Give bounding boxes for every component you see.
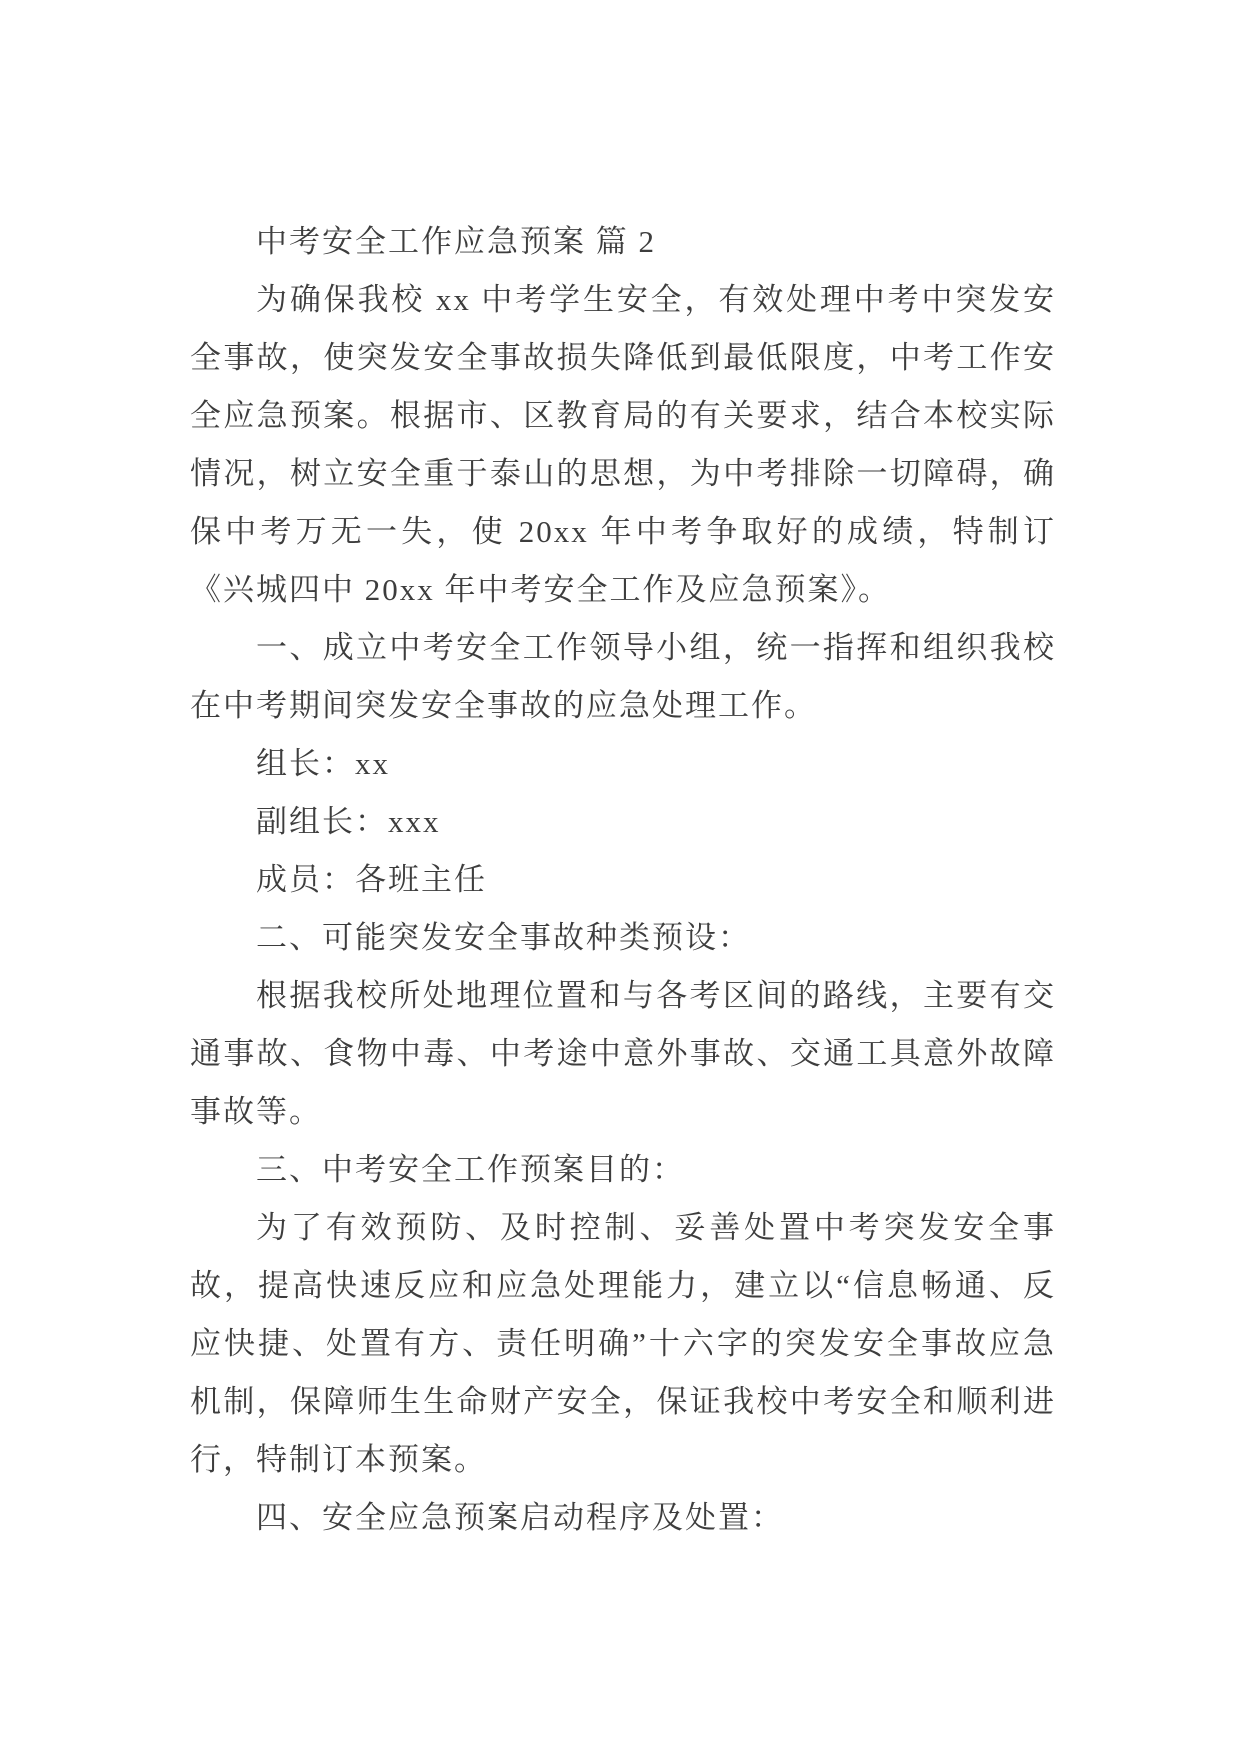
- paragraph-members: 成员：各班主任: [256, 862, 487, 897]
- paragraph-section-1: 一、成立中考安全工作领导小组，统一指挥和组织我校在中考期间突发安全事故的应急处理工作。: [190, 630, 1056, 723]
- paragraph-section-4-heading: 四、安全应急预案启动程序及处置：: [256, 1500, 784, 1535]
- paragraph-group-leader: 组长：xx: [256, 746, 390, 781]
- document-title: 中考安全工作应急预案 篇 2: [256, 224, 656, 259]
- paragraph-section-2-body: 根据我校所处地理位置和与各考区间的路线，主要有交通事故、食物中毒、中考途中意外事故、交通工具意外故障事故等。: [190, 978, 1056, 1129]
- paragraph-intro: 为确保我校 xx 中考学生安全，有效处理中考中突发安全事故，使突发安全事故损失降低到最低限度，中考工作安全应急预案。根据市、区教育局的有关要求，结合本校实际情况，树立安全重于泰山的思想，为中考排除一切障碍，确保中考万无一失，使 20xx 年中考争取好的成绩，特制订《兴城四中 20xx 年中考安全工作及应急预案》。: [190, 282, 1056, 607]
- paragraph-section-2-heading: 二、可能突发安全事故种类预设：: [256, 920, 751, 955]
- paragraph-section-3-heading: 三、中考安全工作预案目的：: [256, 1152, 685, 1187]
- paragraph-section-3-body: 为了有效预防、及时控制、妥善处置中考突发安全事故，提高快速反应和应急处理能力，建立以“信息畅通、反应快捷、处置有方、责任明确”十六字的突发安全事故应急机制，保障师生生命财产安全，保证我校中考安全和顺利进行，特制订本预案。: [190, 1210, 1056, 1477]
- paragraph-deputy-leader: 副组长：xxx: [256, 804, 441, 839]
